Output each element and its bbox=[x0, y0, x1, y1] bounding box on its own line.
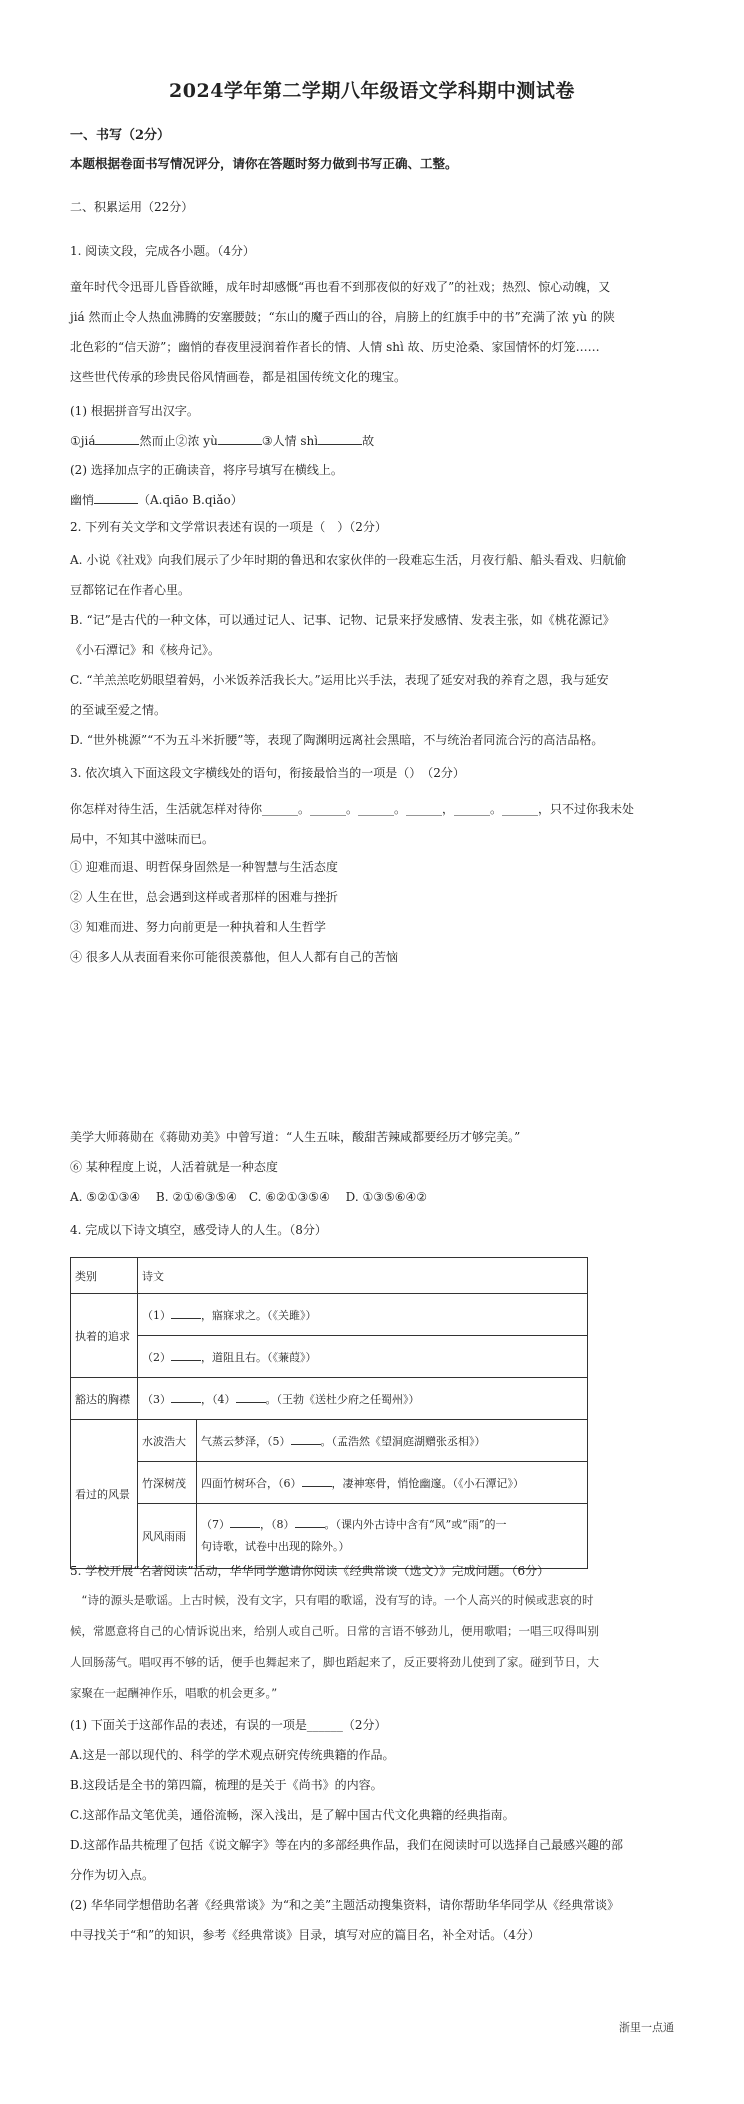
q5-quote-line: 候，常愿意将自己的心情诉说出来，给别人或自己听。日常的言语不够劲儿，便用歌唱；一唱三叹得叫别 bbox=[70, 1624, 599, 1638]
table-row: 四面竹树环合，（6） ，凄神寒骨，悄怆幽邃。（《小石潭记》） bbox=[197, 1462, 588, 1504]
q2-option-c: 的至诚至爱之情。 bbox=[70, 703, 167, 717]
answer-blank[interactable] bbox=[291, 1432, 321, 1445]
q3-option: ④ 很多人从表面看来你可能很羡慕他，但人人都有自己的苦恼 bbox=[70, 950, 398, 964]
q1-stem: 1. 阅读文段，完成各小题。（4分） bbox=[70, 244, 255, 258]
q3-option: ② 人生在世，总会遇到这样或者那样的困难与挫折 bbox=[70, 890, 338, 904]
table-row: （7） ，（8） 。（课内外古诗中含有“风”或“雨”的一 句诗歌，试卷中出现的除外。） bbox=[197, 1504, 588, 1569]
section-1-text: 本题根据卷面书写情况评分，请你在答题时努力做到书写正确、工整。 bbox=[70, 156, 458, 171]
q2-option-b: B. “记”是古代的一种文体，可以通过记人、记事、记物、记景来抒发感情、发表主张，如《桃花源记》 bbox=[70, 613, 615, 627]
q2-stem: 2. 下列有关文学和文学常识表述有误的一项是（ ）（2分） bbox=[70, 520, 387, 534]
q5-sub2: 中寻找关于“和”的知识，参考《经典常谈》目录，填写对应的篇目名，补全对话。（4分） bbox=[70, 1928, 540, 1942]
answer-blank[interactable] bbox=[171, 1390, 201, 1403]
category-cell: 执着的追求 bbox=[71, 1294, 138, 1378]
answer-blank[interactable] bbox=[236, 1390, 266, 1403]
answer-blank[interactable] bbox=[230, 1515, 260, 1528]
subcategory-cell: 水波浩大 bbox=[138, 1420, 197, 1462]
q3-stem: 3. 依次填入下面这段文字横线处的语句，衔接最恰当的一项是（） （2分） bbox=[70, 766, 465, 780]
q5-quote bbox=[70, 1585, 708, 1709]
category-cell: 看过的风景 bbox=[71, 1420, 138, 1569]
answer-blank[interactable] bbox=[218, 432, 262, 445]
q5-sub1 bbox=[70, 1710, 708, 1950]
q2-option-a: 豆都铭记在作者心里。 bbox=[70, 583, 191, 597]
q1-sub2-blank: 幽悄 （A.qiāo B.qiǎo） bbox=[70, 493, 243, 507]
q1-passage bbox=[70, 272, 708, 392]
q1-sub1: (1) 根据拼音写出汉字。 bbox=[70, 404, 199, 418]
q2-option-b: 《小石潭记》和《核舟记》。 bbox=[70, 643, 221, 657]
q5-option-b: B.这段话是全书的第四篇，梳理的是关于《尚书》的内容。 bbox=[70, 1778, 383, 1792]
table-row: 气蒸云梦泽，（5） 。（孟浩然《望洞庭湖赠张丞相》） bbox=[197, 1420, 588, 1462]
q5-option-a: A.这是一部以现代的、科学的学术观点研究传统典籍的作品。 bbox=[70, 1748, 395, 1762]
q1-sub1-blanks: ①jiá 然而止②浓 yù ③人情 shì 故 bbox=[70, 434, 375, 448]
q3-option: ① 迎难而退、明哲保身固然是一种智慧与生活态度 bbox=[70, 860, 338, 874]
q2-option-c: C. “羊羔羔吃奶眼望着妈，小米饭养活我长大。”运用比兴手法，表现了延安对我的养育之恩，我与延安 bbox=[70, 673, 609, 687]
category-cell: 豁达的胸襟 bbox=[71, 1378, 138, 1420]
table-header: 诗文 bbox=[138, 1258, 588, 1294]
q3-passage-line: 你怎样对待生活，生活就怎样对待你______。______。______。______，______。______，只不过你我未处 bbox=[70, 802, 635, 816]
answer-blank[interactable] bbox=[295, 1515, 325, 1528]
q3-quote: 美学大师蒋勋在《蒋勋劝美》中曾写道：“人生五味，酸甜苦辣咸都要经历才够完美。” bbox=[70, 1130, 521, 1144]
q5-sub1-stem: (1) 下面关于这部作品的表述，有误的一项是______（2分） bbox=[70, 1718, 387, 1732]
answer-blank[interactable] bbox=[95, 432, 139, 445]
answer-blank[interactable] bbox=[318, 432, 362, 445]
q1-sub2: (2) 选择加点字的正确读音，将序号填写在横线上。 bbox=[70, 463, 343, 477]
table-row: （2） ，道阻且右。（《蒹葭》） bbox=[138, 1336, 588, 1378]
answer-blank[interactable] bbox=[302, 1474, 332, 1487]
q3-options bbox=[70, 852, 708, 972]
table-header: 类别 bbox=[71, 1258, 138, 1294]
answer-blank[interactable] bbox=[94, 491, 138, 504]
q2-options bbox=[70, 545, 708, 755]
q2-option-d: D. “世外桃源”“不为五斗米折腰”等，表现了陶渊明远离社会黑暗，不与统治者同流合污的高洁品格。 bbox=[70, 733, 604, 747]
poem-table bbox=[70, 1257, 588, 1569]
answer-blank[interactable] bbox=[171, 1306, 201, 1319]
section-2-heading: 二、积累运用（22分） bbox=[70, 200, 194, 214]
table-row: （1） ，寤寐求之。（《关雎》） bbox=[138, 1294, 588, 1336]
q5-quote-line: “诗的源头是歌谣。上古时候，没有文字，只有唱的歌谣，没有写的诗。一个人高兴的时候或悲哀的时 bbox=[70, 1593, 594, 1607]
q5-option-d: D.这部作品共梳理了包括《说文解字》等在内的多部经典作品，我们在阅读时可以选择自己最感兴趣的部 bbox=[70, 1838, 624, 1852]
subcategory-cell: 风风雨雨 bbox=[138, 1504, 197, 1569]
q1-passage-line: 这些世代传承的珍贵民俗风情画卷，都是祖国传统文化的瑰宝。 bbox=[70, 370, 407, 384]
q5-stem: 5. 学校开展“名著阅读”活动，华华同学邀请你阅读《经典常谈（选文）》完成问题。（6分） bbox=[70, 1564, 550, 1578]
footer-watermark: 浙里一点通 bbox=[619, 2021, 674, 2034]
q3-option-6: ⑥ 某种程度上说，人活着就是一种态度 bbox=[70, 1160, 278, 1174]
q4-stem: 4. 完成以下诗文填空，感受诗人的人生。（8分） bbox=[70, 1223, 327, 1237]
q5-sub2: (2) 华华同学想借助名著《经典常谈》为“和之美”主题活动搜集资料，请你帮助华华同学从《经典常谈》 bbox=[70, 1898, 620, 1912]
q3-passage-line: 局中，不知其中滋味而已。 bbox=[70, 832, 215, 846]
q5-quote-line: 家聚在一起酬神作乐，唱歌的机会更多。” bbox=[70, 1686, 278, 1700]
q3-passage bbox=[70, 794, 708, 854]
q5-quote-line: 人回肠荡气。唱叹再不够的话，便手也舞起来了，脚也蹈起来了，反正要将劲儿使到了家。碰到节日，大 bbox=[70, 1655, 599, 1669]
answer-blank[interactable] bbox=[171, 1348, 201, 1361]
q2-option-a: A. 小说《社戏》向我们展示了少年时期的鲁迅和农家伙伴的一段难忘生活，月夜行船、船头看戏、归航偷 bbox=[70, 553, 627, 567]
q1-passage-line: 童年时代令迅哥儿昏昏欲睡，成年时却感慨“再也看不到那夜似的好戏了”的社戏；热烈、惊心动魄，又 bbox=[70, 280, 611, 294]
table-row: （3） ，（4） 。（王勃《送杜少府之任蜀州》） bbox=[138, 1378, 588, 1420]
q1-passage-line: 北色彩的“信天游”；幽悄的春夜里浸润着作者长的情、人情 shì 故、历史沧桑、家国情怀的灯笼…… bbox=[70, 340, 600, 354]
q5-option-d: 分作为切入点。 bbox=[70, 1868, 155, 1882]
q3-answers: A. ⑤②①③④ B. ②①⑥③⑤④ C. ⑥②①③⑤④ D. ①③⑤⑥④② bbox=[70, 1190, 428, 1204]
subcategory-cell: 竹深树茂 bbox=[138, 1462, 197, 1504]
q1-passage-line: jiá 然而止令人热血沸腾的安塞腰鼓；“东山的魔子西山的谷，肩膀上的红旗手中的书”充满了浓 yù 的陕 bbox=[70, 310, 615, 324]
q3-option: ③ 知难而进、努力向前更是一种执着和人生哲学 bbox=[70, 920, 326, 934]
q5-option-c: C.这部作品文笔优美，通俗流畅，深入浅出，是了解中国古代文化典籍的经典指南。 bbox=[70, 1808, 515, 1822]
section-1-heading: 一、书写（2分） bbox=[70, 128, 171, 143]
page-title: 2024学年第二学期八年级语文学科期中测试卷 bbox=[169, 80, 575, 102]
